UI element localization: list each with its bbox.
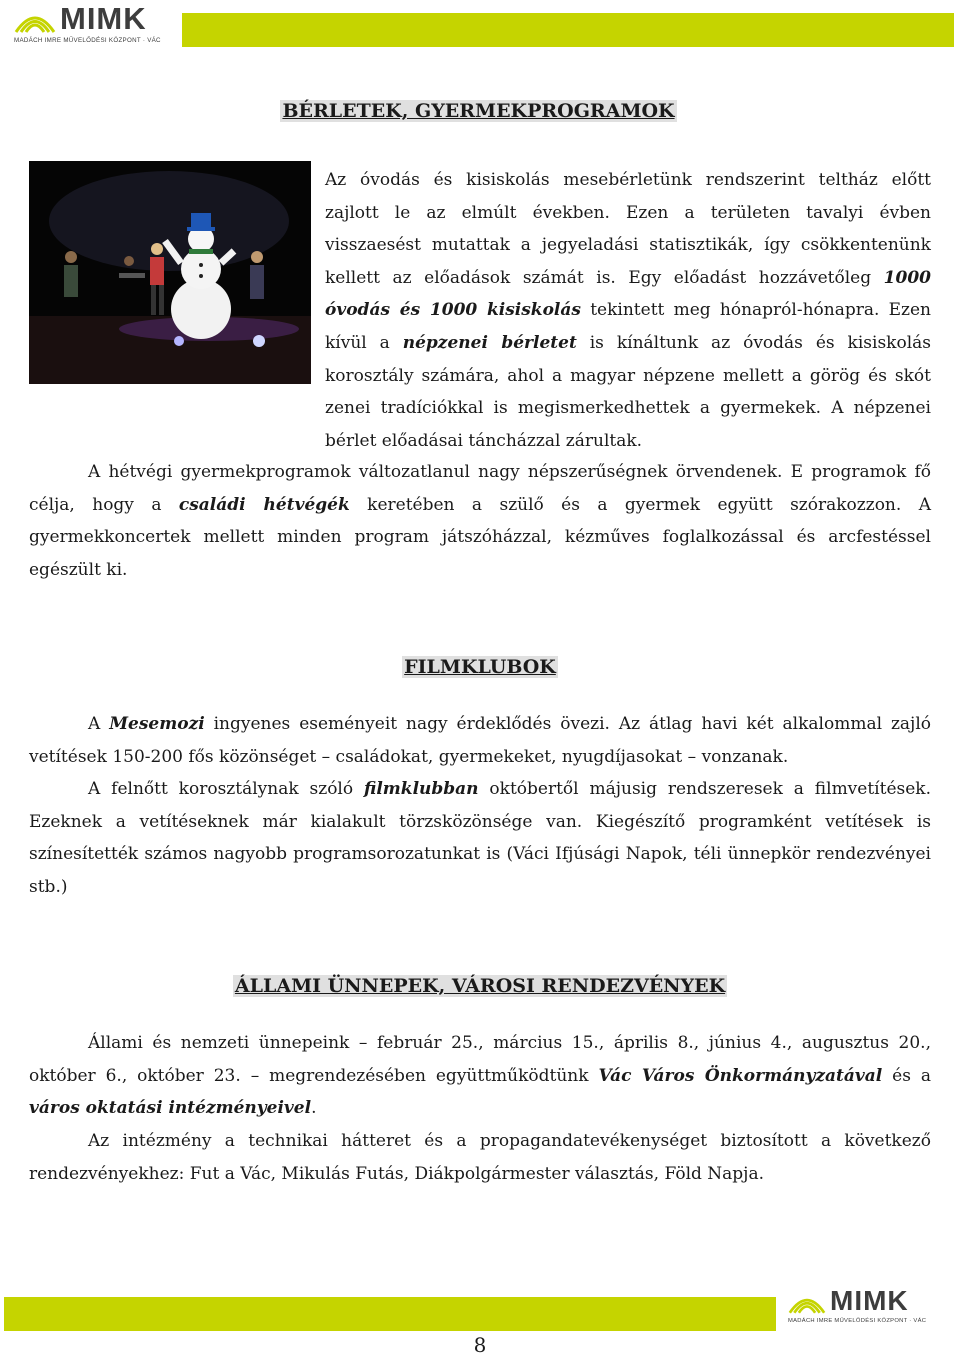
mimk-logo-header	[14, 1, 161, 44]
logo-subtitle: MADÁCH IMRE MŰVELŐDÉSI KÖZPONT · VÁC	[788, 1318, 927, 1324]
page-number: 8	[473, 1333, 487, 1357]
arc-logo-icon	[14, 4, 56, 34]
logo-subtitle: MADÁCH IMRE MŰVELŐDÉSI KÖZPONT · VÁC	[14, 37, 161, 44]
section-heading-berletek: BÉRLETEK, GYERMEKPROGRAMOK	[282, 100, 675, 122]
paragraph-mesemozi: A Mesemozi ingyenes eseményeit nagy érdeklődés övezi. Az átlag havi két alkalommal zajló vetítések 150-200 fős közönséget – családokat, gyermekeket, nyugdíjasokat – vonzanak.	[29, 714, 931, 767]
footer-green-bar	[4, 1297, 776, 1331]
section-heading-allami-unnepek: ÁLLAMI ÜNNEPEK, VÁROSI RENDEZVÉNYEK	[234, 975, 726, 997]
header-green-bar	[182, 13, 954, 47]
concert-photo	[29, 161, 311, 384]
paragraph-nemzeti-unnepek: Állami és nemzeti ünnepeink – február 25., március 15., április 8., június 4., augusztus 20., október 6., október 23. – megrendezésében együttműködtünk Vác Város Önkormányzatával és a város oktatási intézményeivel.	[29, 1033, 932, 1119]
paragraph-hetvegi-gyermekprogramok: A hétvégi gyermekprogramok változatlanul nagy népszerűségnek örvendenek. E programok fő célja, hogy a családi hétvégék keretében a szülő és a gyermek együtt szórakozzon. A gyermekkoncertek mellett minden program játszóházzal, kézműves foglalkozással és arcfestéssel egészült ki.	[29, 462, 931, 580]
paragraph-rendezvenyek: Az intézmény a technikai hátteret és a propagandatevékenységet biztosított a következő rendezvényekhez: Fut a Vác, Mikulás Futás, Diákpolgármester választás, Föld Napja.	[29, 1131, 931, 1184]
section-heading-filmklubok: FILMKLUBOK	[404, 656, 556, 678]
logo-text: MIMK	[830, 1285, 909, 1316]
paragraph-filmklub: A felnőtt korosztálynak szóló filmklubban októbertől májusig rendszeresek a filmvetítések. Ezeknek a vetítéseknek már kialakult törzsközönsége van. Kiegészítő programként vetítések is színesítették számos nagyobb programsorozatunkat is (Váci Ifjúsági Napok, téli ünnepkör rendezvényei stb.)	[29, 779, 931, 897]
arc-logo-icon	[788, 1287, 826, 1315]
paragraph-mesebérlet: Az óvodás és kisiskolás mesebérletünk rendszerint teltház előtt zajlott le az elmúlt években. Ezen a területen tavalyi évben visszaesést mutattak a jegyeladási statisztikák, így csökkentenünk kellett az előadások számát is. Egy előadást hozzávetőleg 1000 óvodás és 1000 kisiskolás tekintett meg hónapról-hónapra. Ezen kívül a népzenei bérletet is kínáltunk az óvodás és kisiskolás korosztály számára, ahol a magyar népzene mellett a görög és skót zenei tradíciókkal is megismerkedhettek a gyermekek. A népzenei bérlet előadásai táncházzal zárultak.	[325, 170, 932, 451]
logo-text: MIMK	[60, 1, 147, 36]
mimk-logo-footer	[788, 1287, 926, 1324]
